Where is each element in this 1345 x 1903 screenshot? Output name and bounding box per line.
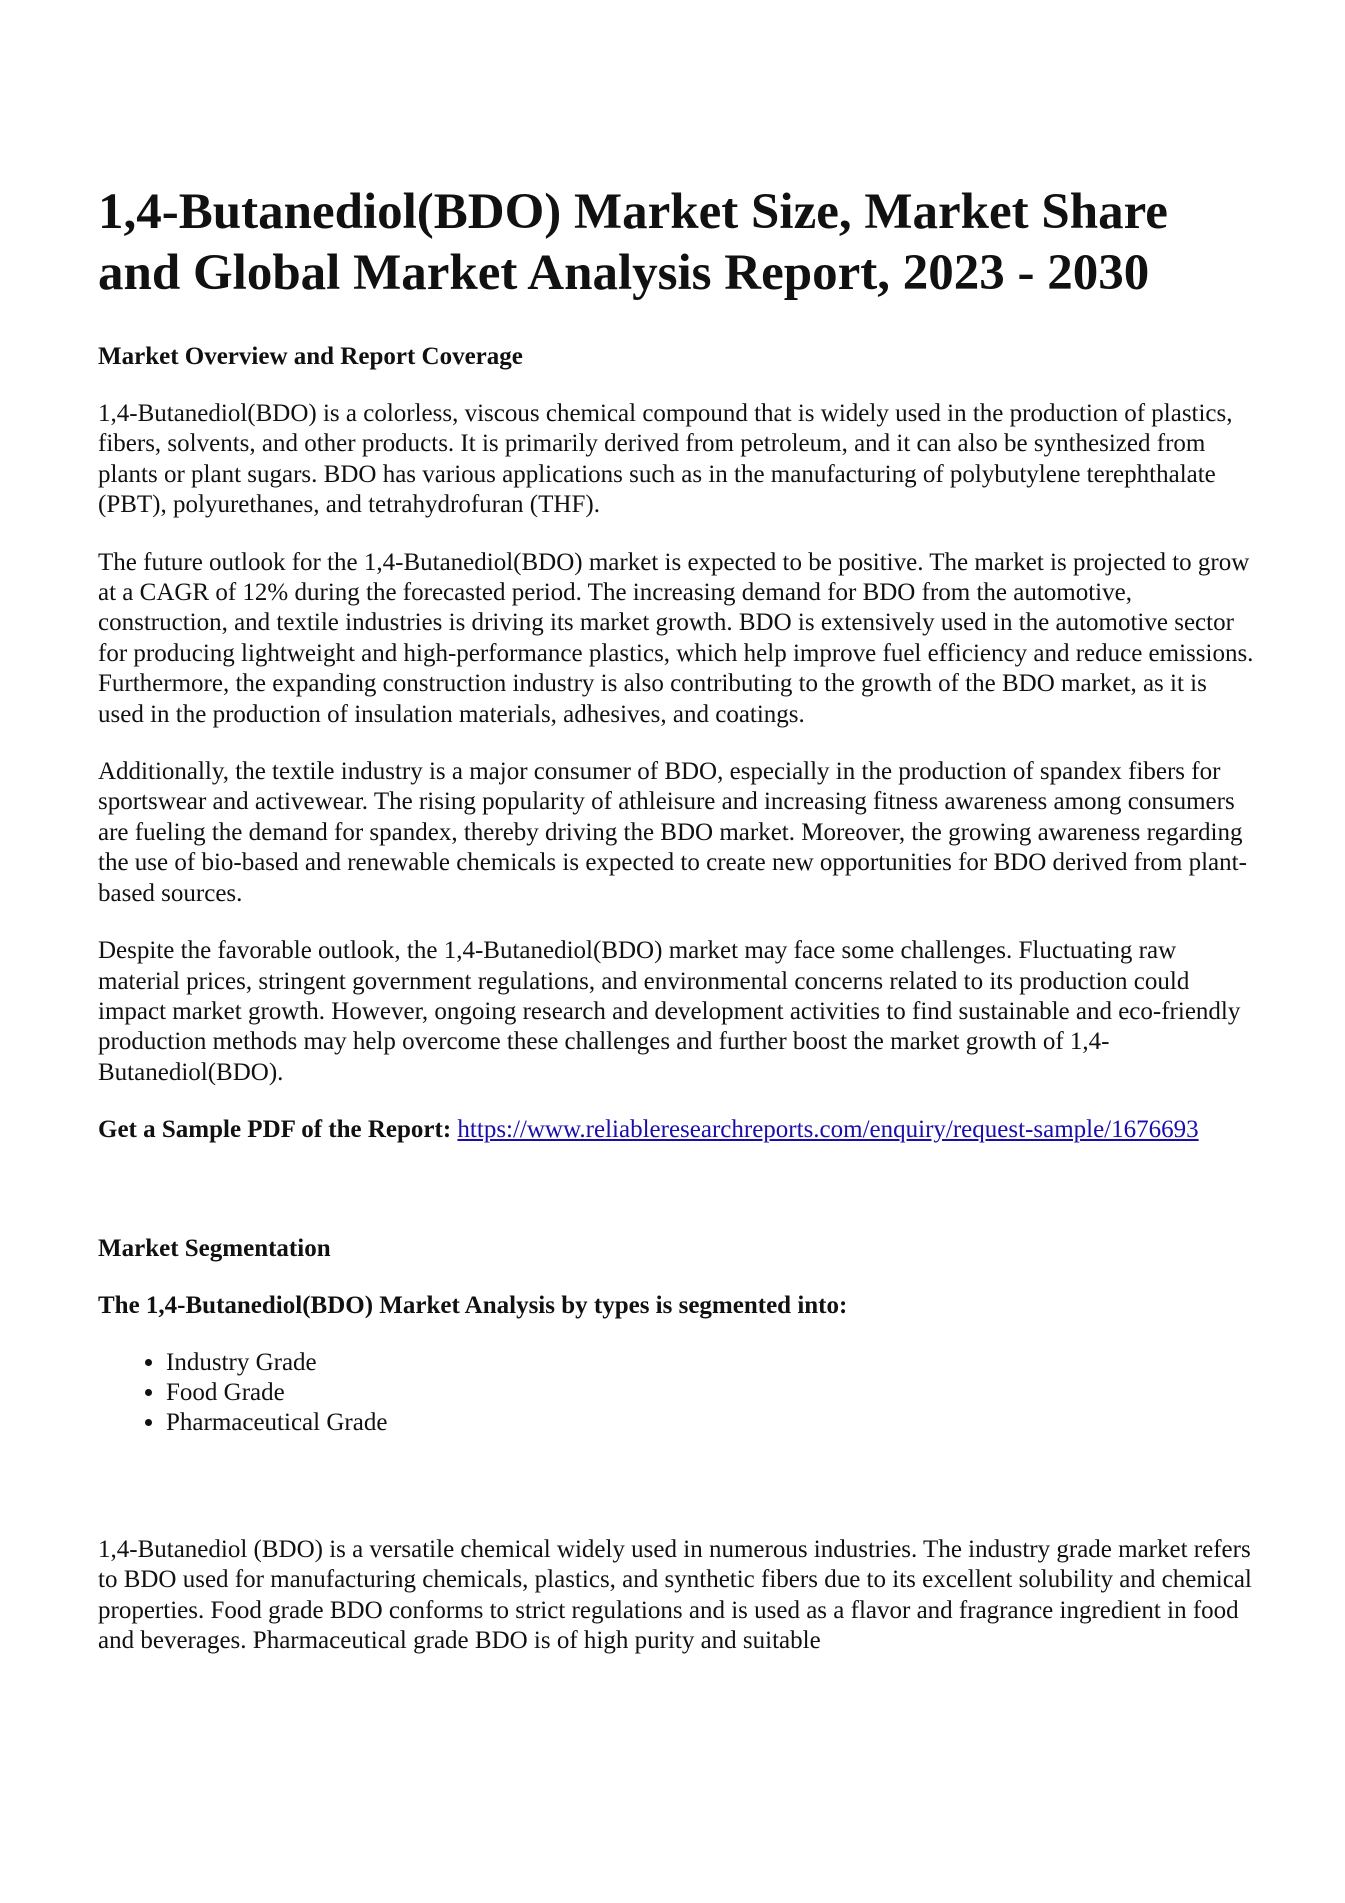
overview-paragraph-2: The future outlook for the 1,4-Butanediol(BDO) market is expected to be positive. The market is projected to grow at a CAGR of 12% during the forecasted period. The increasing demand for BDO from the automotive, construction, and textile industries is driving its market growth. BDO is extensively used in the automotive sector for producing lightweight and high-performance plastics, which help improve fuel efficiency and reduce emissions. Furthermore, the expanding construction industry is also contributing to the growth of the BDO market, as it is used in the production of insulation materials, adhesives, and coatings. xyxy=(98,548,1254,728)
types-paragraph: 1,4-Butanediol (BDO) is a versatile chemical widely used in numerous industries. The industry grade market refers to BDO used for manufacturing chemicals, plastics, and synthetic fibers due to its excellent solubility and chemical properties. Food grade BDO conforms to strict regulations and is used as a flavor and fragrance ingredient in food and beverages. Pharmaceutical grade BDO is of high purity and suitable xyxy=(98,1535,1252,1654)
overview-paragraph-4: Despite the favorable outlook, the 1,4-Butanediol(BDO) market may face some challenges. Fluctuating raw material prices, stringent government regulations, and environmental concerns related to its production could impact market growth. However, ongoing research and development activities to find sustainable and eco-friendly production methods may help overcome these challenges and further boost the market growth of 1,4-Butanediol(BDO). xyxy=(98,937,1241,1086)
list-item: • Pharmaceutical Grade xyxy=(166,1408,1258,1438)
overview-paragraph-3: Additionally, the textile industry is a major consumer of BDO, especially in the production of spandex fibers for sportswear and activewear. The rising popularity of athleisure and increasing fitness awareness among consumers are fueling the demand for spandex, thereby driving the BDO market. Moreover, the growing awareness regarding the use of bio-based and renewable chemicals is expected to create new opportunities for BDO derived from plant-based sources. xyxy=(98,758,1247,907)
list-item: • Food Grade xyxy=(166,1378,1258,1408)
segmentation-heading: Market Segmentation xyxy=(98,1234,331,1262)
sample-pdf-label: Get a Sample PDF of the Report: xyxy=(98,1116,452,1144)
page-title: 1,4-Butanediol(BDO) Market Size, Market Share and Global Market Analysis Report, 2023 - 2030 xyxy=(98,184,1168,301)
report-page xyxy=(98,182,1258,1683)
overview-paragraph-1: 1,4-Butanediol(BDO) is a colorless, viscous chemical compound that is widely used in the production of plastics, fibers, solvents, and other products. It is primarily derived from petroleum, and it can also be synthesized from plants or plant sugars. BDO has various applications such as in the manufacturing of polybutylene terephthalate (PBT), polyurethanes, and tetrahydrofuran (THF). xyxy=(98,400,1233,519)
types-list xyxy=(98,1348,1258,1439)
overview-heading: Market Overview and Report Coverage xyxy=(98,343,523,370)
list-item: • Industry Grade xyxy=(166,1348,1258,1378)
sample-pdf-line xyxy=(98,1115,1258,1145)
types-heading: The 1,4-Butanediol(BDO) Market Analysis by types is segmented into: xyxy=(98,1291,848,1319)
sample-pdf-link[interactable]: https://www.reliableresearchreports.com/enquiry/request-sample/1676693 xyxy=(457,1116,1199,1144)
